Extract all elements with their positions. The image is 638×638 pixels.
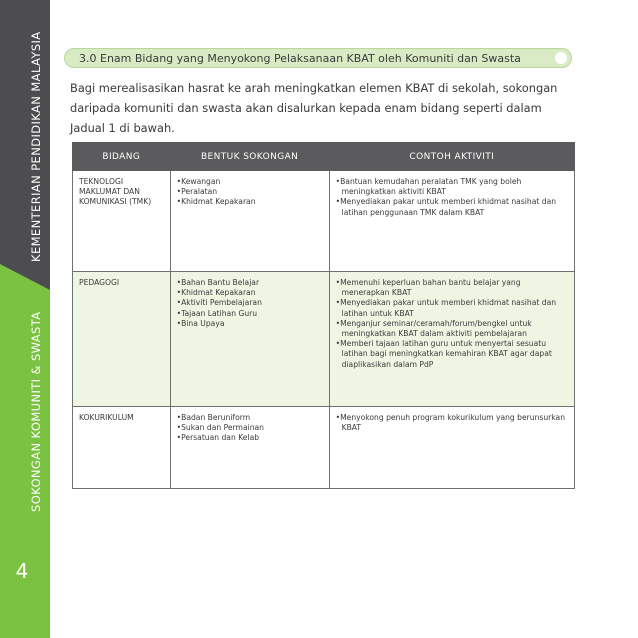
cell-aktiviti: [329, 171, 574, 272]
cell-sokongan: [170, 272, 329, 407]
section-heading-text: 3.0 Enam Bidang yang Menyokong Pelaksanaan KBAT oleh Komuniti dan Swasta: [79, 52, 521, 65]
list-item: • Memenuhi keperluan bahan bantu belajar yang menerapkan KBAT: [336, 278, 568, 298]
table-row: [73, 272, 575, 407]
list-item: • Menyokong penuh program kokurikulum yang berunsurkan KBAT: [336, 413, 568, 433]
cell-aktiviti: [329, 407, 574, 489]
list-item: • Peralatan: [177, 187, 323, 197]
header-bentuk-sokongan: BENTUK SOKONGAN: [170, 143, 329, 171]
list-item: • Menyediakan pakar untuk memberi khidmat nasihat dan latihan penggunaan TMK dalam KBAT: [336, 197, 568, 217]
list-item: • Bantuan kemudahan peralatan TMK yang boleh meningkatkan aktiviti KBAT: [336, 177, 568, 197]
list-item: • Kewangan: [177, 177, 323, 187]
list-item: • Badan Beruniform: [177, 413, 323, 423]
support-table: [72, 142, 575, 489]
list-item: • Aktiviti Pembelajaran: [177, 298, 323, 308]
list-item: • Persatuan dan Kelab: [177, 433, 323, 443]
list-item: • Menyediakan pakar untuk memberi khidmat nasihat dan latihan untuk KBAT: [336, 298, 568, 318]
list-item: • Memberi tajaan latihan guru untuk menyertai sesuatu latihan bagi meningkatkan kemahiran KBAT agar dapat diaplikasikan dalam PdP: [336, 339, 568, 370]
section-heading: [64, 48, 572, 68]
cell-bidang: KOKURIKULUM: [73, 407, 171, 489]
sidebar-title: KEMENTERIAN PENDIDIKAN MALAYSIA: [29, 31, 43, 262]
table-header-row: [73, 143, 575, 171]
page-number: 4: [0, 556, 44, 586]
list-item: • Sukan dan Permainan: [177, 423, 323, 433]
cell-bidang: TEKNOLOGI MAKLUMAT DAN KOMUNIKASI (TMK): [73, 171, 171, 272]
table-row: [73, 407, 575, 489]
list-item: • Bahan Bantu Belajar: [177, 278, 323, 288]
intro-paragraph: Bagi merealisasikan hasrat ke arah meningkatkan elemen KBAT di sekolah, sokongan daripada komuniti dan swasta akan disalurkan kepada enam bidang seperti dalam Jadual 1 di bawah.: [70, 81, 558, 135]
list-item: • Khidmat Kepakaran: [177, 197, 323, 207]
cell-bidang: PEDAGOGI: [73, 272, 171, 407]
header-bidang: BIDANG: [73, 143, 171, 171]
cell-sokongan: [170, 407, 329, 489]
list-item: • Tajaan Latihan Guru: [177, 309, 323, 319]
list-item: • Bina Upaya: [177, 319, 323, 329]
header-contoh-aktiviti: CONTOH AKTIVITI: [329, 143, 574, 171]
list-item: • Menganjur seminar/ceramah/forum/bengkel untuk meningkatkan KBAT dalam aktiviti pembelajaran: [336, 319, 568, 339]
cell-aktiviti: [329, 272, 574, 407]
table-row: [73, 171, 575, 272]
cell-sokongan: [170, 171, 329, 272]
list-item: • Khidmat Kepakaran: [177, 288, 323, 298]
sidebar-section: SOKONGAN KOMUNITI & SWASTA: [29, 311, 43, 512]
